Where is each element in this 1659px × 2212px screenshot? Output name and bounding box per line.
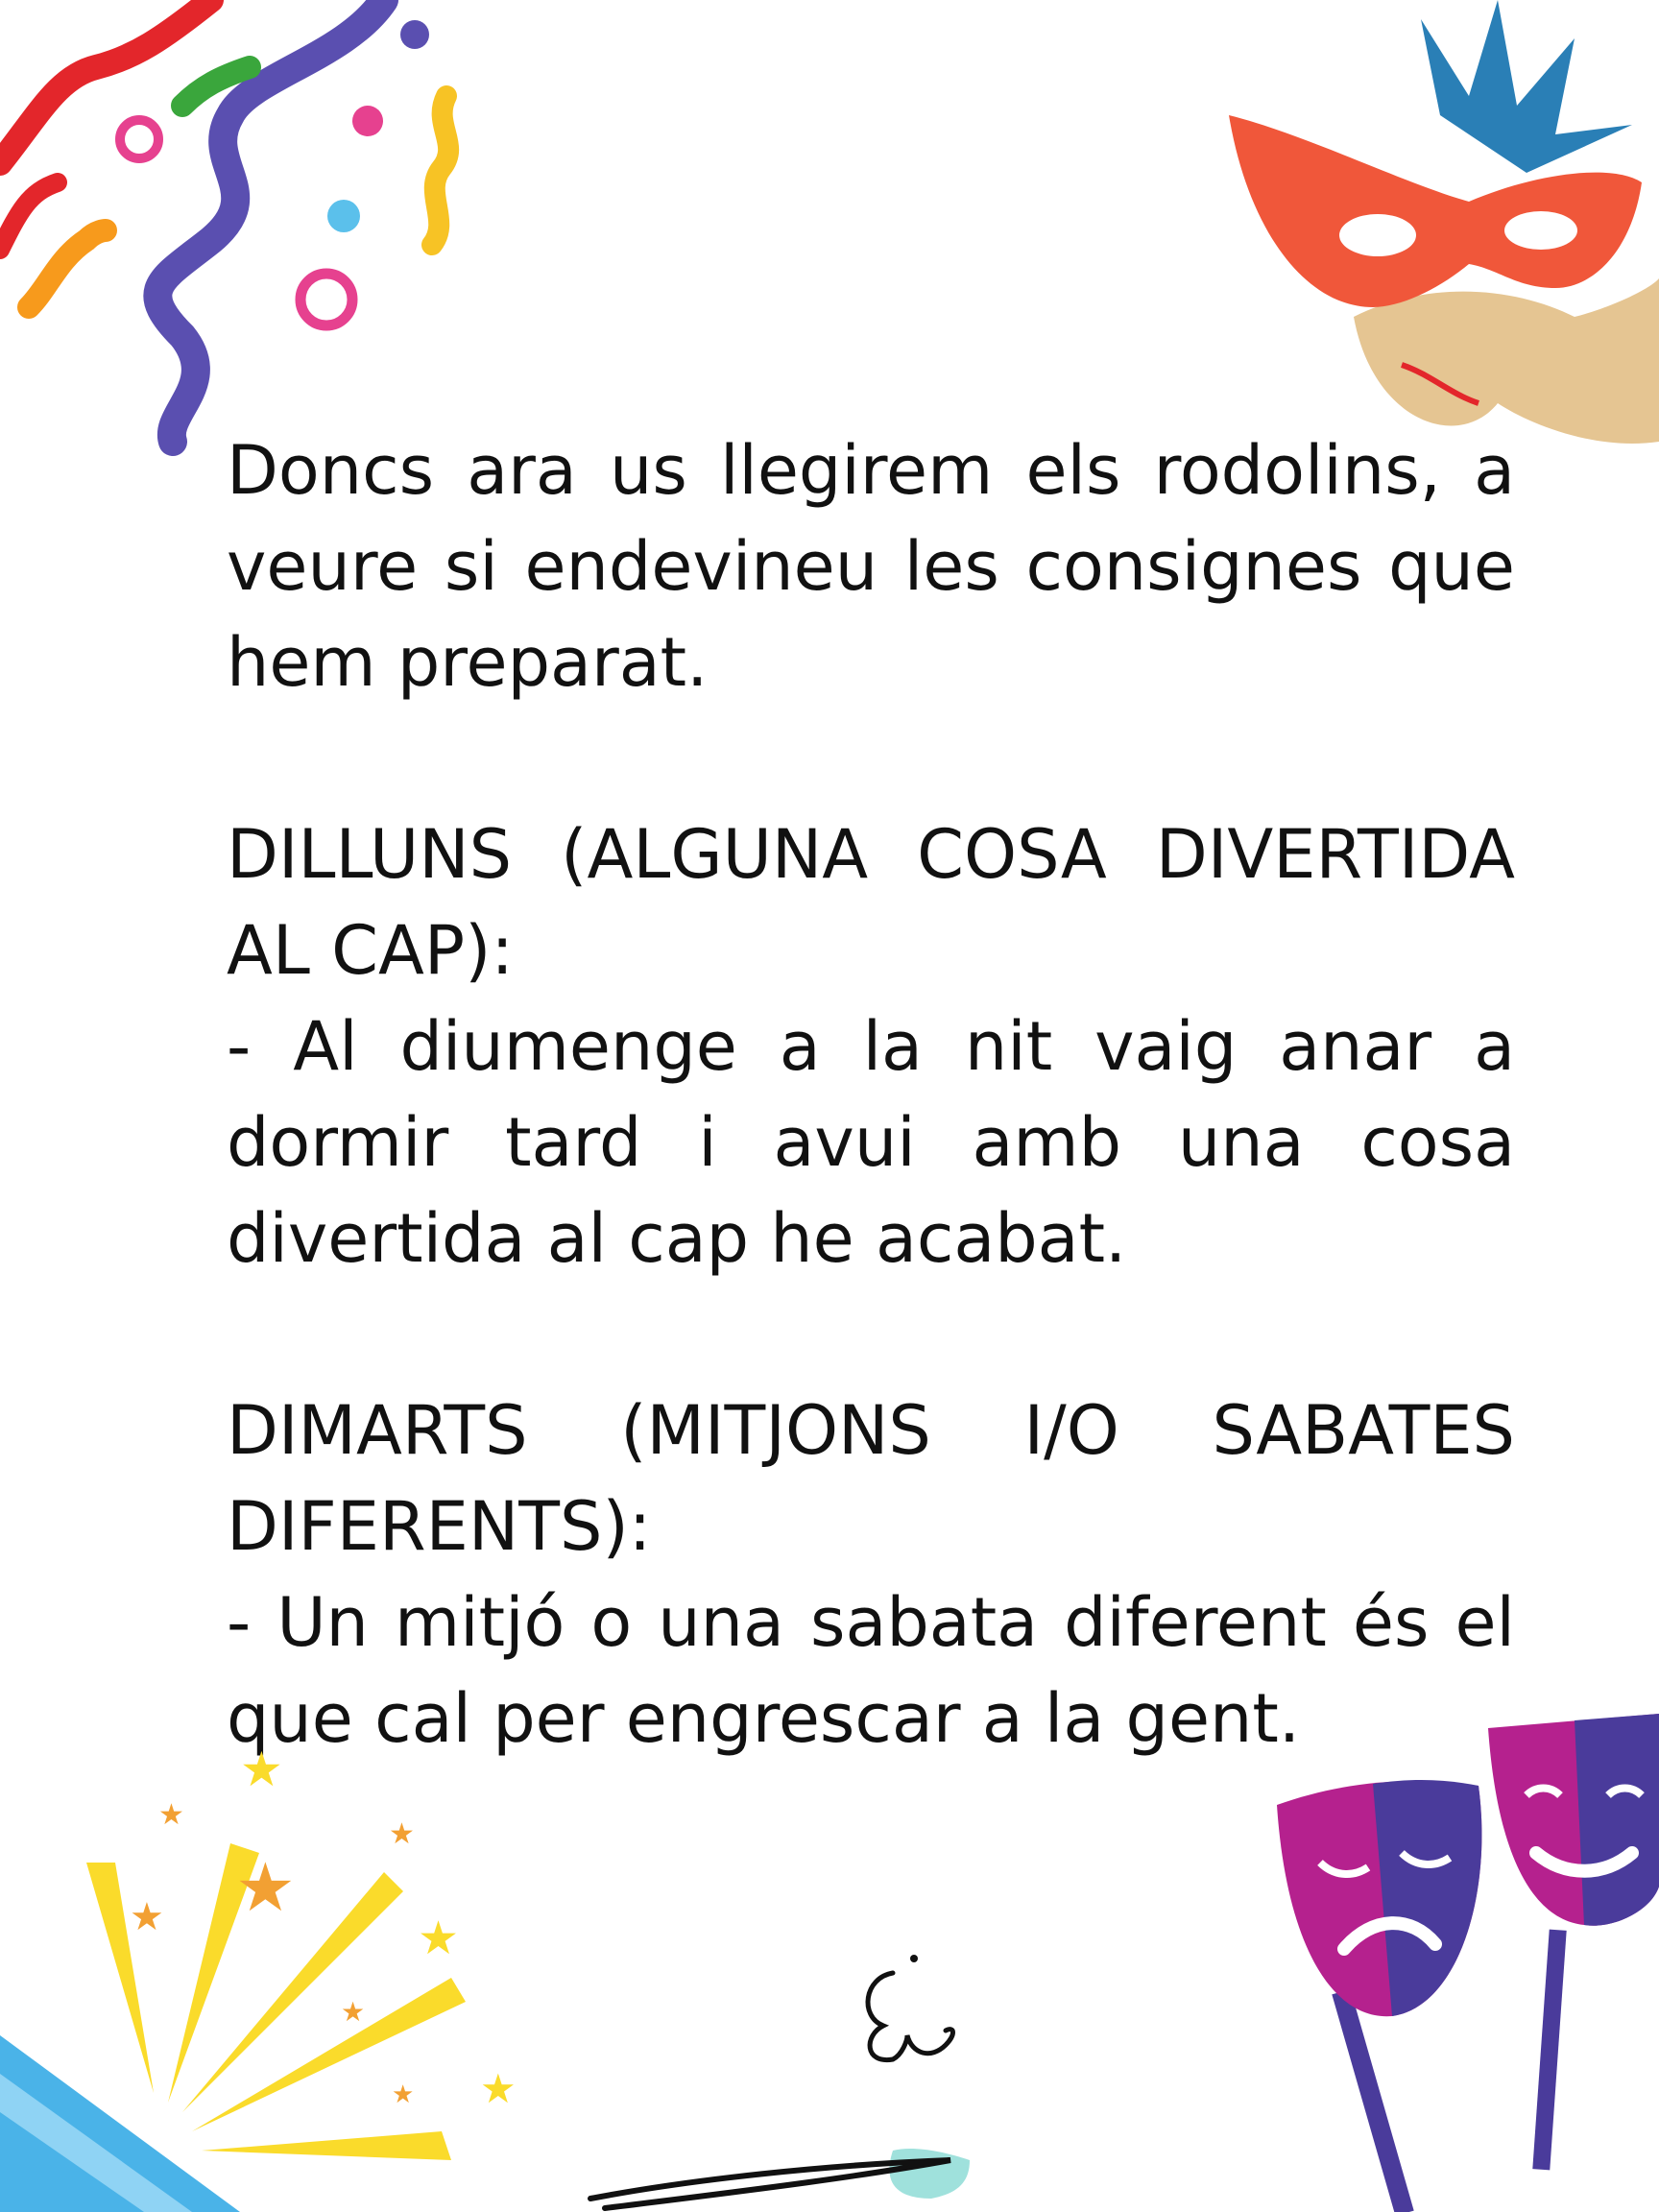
monday-rhyme: - Al diumenge a la nit vaig anar a dormir tard i avui amb una cosa divertida al cap he acabat. xyxy=(227,1007,1515,1278)
svg-text:★: ★ xyxy=(341,1996,366,2028)
tuesday-heading: DIMARTS (MITJONS I/O SABATES DIFERENTS): xyxy=(227,1391,1515,1566)
document-body xyxy=(227,422,1515,1767)
svg-text:★: ★ xyxy=(389,1817,415,1851)
signature-doodle xyxy=(576,1939,998,2212)
monday-heading: DILLUNS (ALGUNA COSA DIVERTIDA AL CAP): xyxy=(227,815,1515,990)
svg-text:★: ★ xyxy=(235,1848,296,1927)
tuesday-rhyme: - Un mitjó o una sabata diferent és el que cal per engrescar a la gent. xyxy=(227,1583,1515,1758)
theatre-masks-illustration xyxy=(1267,1699,1659,2212)
svg-text:★: ★ xyxy=(130,1895,164,1939)
svg-text:★: ★ xyxy=(240,1747,283,1797)
carnival-masks-illustration xyxy=(1210,0,1659,451)
intro-paragraph: Doncs ara us llegirem els rodolins, a veure si endevineu les consignes que hem preparat. xyxy=(227,431,1515,702)
confetti-streamers-illustration xyxy=(0,0,499,461)
svg-text:★: ★ xyxy=(158,1798,184,1832)
party-popper-illustration xyxy=(0,1747,518,2212)
svg-text:★: ★ xyxy=(392,2080,415,2109)
svg-text:★: ★ xyxy=(418,1911,460,1965)
svg-text:★: ★ xyxy=(480,2065,517,2112)
